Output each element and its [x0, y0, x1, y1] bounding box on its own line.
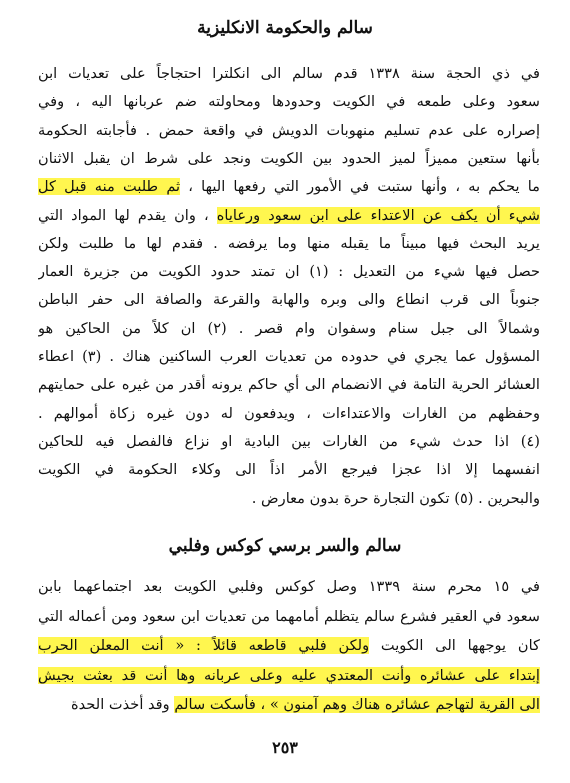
text-segment: إصراره على عدم تسليم منهوبات الدويش في واقعة حمض . فأجابته الحكومة [38, 121, 540, 139]
highlighted-text: ثم طلبت منه قبل كل [38, 178, 181, 196]
page-header-title: سالم والحكومة الانكليزية [197, 18, 373, 38]
text-line [38, 287, 540, 313]
text-line [38, 89, 540, 115]
text-line [38, 574, 540, 600]
text-segment: وحفظهم من الغارات والاعتداءات ، ويدفعون له دون غيره زكاة أموالهم . [38, 404, 540, 422]
page-number: ٢٥٣ [272, 738, 298, 757]
section-title: سالم والسر برسي كوكس وفلبي [168, 536, 402, 556]
text-line [38, 604, 540, 630]
text-line [38, 174, 540, 200]
text-segment: سعود في العقير فشرع سالم يتظلم أمامهما من تعديات ابن سعود ومن أعماله التي [38, 607, 540, 625]
text-line [38, 401, 540, 427]
text-line [38, 61, 540, 87]
text-line [38, 429, 540, 455]
highlighted-text: الى القرية لتهاجم عشائره هناك وهم آمنون » ، فأسكت سالم [174, 696, 540, 713]
highlighted-text: ولكن فلبي قاطعه قائلاً : « أنت المعلن الحرب [38, 637, 370, 654]
highlighted-text: شيء أن يكف عن الاعتداء على ابن سعود ورعاياه [216, 206, 540, 224]
text-line [38, 231, 540, 257]
text-segment: يريد البحث فيها مبيناً ما يقبله منها وما يرفضه . فقدم لها ما طلبت ولكن [38, 234, 540, 252]
text-segment: وقد أخذت الحدة [71, 696, 175, 713]
text-line [38, 316, 540, 342]
text-line [38, 457, 540, 483]
text-segment: العشائر الحرية التامة في الانضمام الى أي حاكم يرونه أقدر من غيره على حمايتهم [38, 376, 540, 394]
text-segment: ما يحكم به ، وأنها ستبت في الأمور التي رفعها اليها ، [180, 178, 540, 196]
text-line [38, 203, 540, 229]
text-line [38, 692, 540, 718]
text-line [38, 118, 540, 144]
text-line [38, 372, 540, 398]
text-segment: حصل فيها شيء من التعديل : (١) ان تمتد حدود الكويت من جزيرة العمار [38, 263, 540, 281]
text-segment: بأنها ستعين مميزاً لميز الحدود بين الكويت ونجد على شرط ان يقبل الاثنان [38, 149, 540, 167]
text-segment: (٤) اذا حدث شيء من الغارات بين البادية او نزاع فالفصل فيه للحاكين [38, 432, 540, 450]
text-segment: في ١٥ محرم سنة ١٣٣٩ وصل كوكس وفلبي الكويت بعد اجتماعهما بابن [38, 578, 540, 595]
text-segment: انفسهما إلا اذا عجزا فيرجع الأمر اذاً الى وكلاء الحكومة في الكويت [38, 461, 540, 479]
text-line [38, 663, 540, 689]
text-segment: في ذي الحجة سنة ١٣٣٨ قدم سالم الى انكلترا احتجاجاً على تعديات ابن [38, 65, 540, 82]
text-segment: كان يوجهها الى الكويت [369, 637, 540, 654]
text-line [38, 486, 540, 512]
text-segment: ، وان يقدم لها المواد التي [38, 206, 217, 224]
text-line [38, 146, 540, 172]
text-line [38, 633, 540, 659]
text-segment: جنوباً الى قرب انطاع والى وبره والهابة والقرعة والصافة الى حفر الباطن [38, 291, 540, 309]
text-segment: المسؤول عما يجري في حدوده من تعديات العرب الساكنين هناك . (٣) اعطاء [38, 348, 540, 365]
text-segment: سعود وعلى طمعه في الكويت وحدودها ومحاولته ضم عربانها اليه ، وفي [38, 93, 540, 111]
text-line [38, 344, 540, 370]
text-line [38, 259, 540, 285]
highlighted-text: إبتداء على عشائره وأنت المعتدي عليه وعلى عربانه وها أنت قد بعثت بجيش [38, 666, 540, 684]
text-segment: والبحرين . (٥) تكون التجارة حرة بدون معارض . [251, 489, 540, 507]
text-segment: وشمالاً الى جبل سنام وسفوان وام قصر . (٢) ان كلاً من الحاكين هو [38, 319, 540, 337]
